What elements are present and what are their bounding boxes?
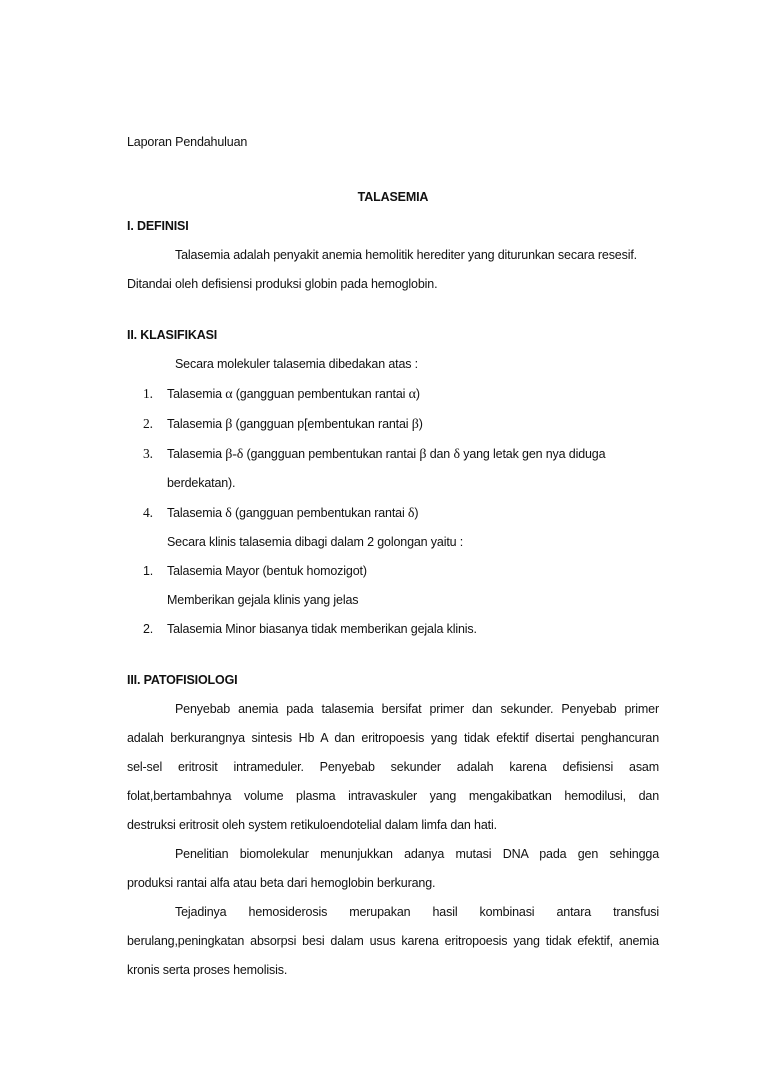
paragraph-line: folat,bertambahnya volume plasma intravaskuler yang mengakibatkan hemodilusi, dan <box>127 789 659 803</box>
list-item <box>127 439 659 469</box>
greek-symbol: α <box>225 387 233 402</box>
definisi-line-2: Ditandai oleh defisiensi produksi globin pada hemoglobin. <box>127 277 438 291</box>
list-item-text: Talasemia Mayor (bentuk homozigot) <box>167 564 367 578</box>
list-item <box>127 379 659 409</box>
spacer <box>127 157 659 183</box>
list-number: 2. <box>143 416 153 431</box>
list-item-text: Talasemia β-δ (gangguan pembentukan rantai β dan δ yang letak gen nya diduga <box>167 447 606 462</box>
greek-symbol: δ <box>453 447 460 462</box>
section-heading-patofisiologi: III. PATOFISIOLOGI <box>127 673 238 687</box>
list-item-text: Talasemia α (gangguan pembentukan rantai α) <box>167 387 420 402</box>
spacer <box>127 644 659 666</box>
list-item <box>127 498 659 528</box>
section-heading-klasifikasi: II. KLASIFIKASI <box>127 328 218 342</box>
list-item-continuation: berdekatan). <box>167 476 236 490</box>
paragraph-line: produksi rantai alfa atau beta dari hemoglobin berkurang. <box>127 876 436 890</box>
list-item <box>127 615 659 644</box>
list-number: 1. <box>143 386 153 401</box>
list-item-text: Talasemia β (gangguan p[embentukan rantai β) <box>167 417 423 432</box>
document-body <box>127 128 659 985</box>
list-item-text: Talasemia Minor biasanya tidak memberikan gejala klinis. <box>167 622 477 636</box>
paragraph-line: adalah berkurangnya sintesis Hb A dan eritropoesis yang tidak efektif disertai penghancuran <box>127 731 659 745</box>
klasifikasi-intro-klinis: Secara klinis talasemia dibagi dalam 2 golongan yaitu : <box>167 535 464 549</box>
greek-symbol: δ <box>407 506 415 521</box>
paragraph-line: sel-sel eritrosit intrameduler. Penyebab sekunder adalah karena defisiensi asam <box>127 760 659 774</box>
list-number: 4. <box>143 505 153 520</box>
paragraph-line: destruksi eritrosit oleh system retikuloendotelial dalam limfa dan hati. <box>127 818 497 832</box>
spacer <box>127 299 659 321</box>
greek-symbol: β <box>225 417 233 432</box>
greek-symbol: β-δ <box>225 447 244 462</box>
greek-symbol: β <box>411 417 419 432</box>
paragraph-line: Penyebab anemia pada talasemia bersifat primer dan sekunder. Penyebab primer <box>175 702 659 716</box>
list-item <box>127 409 659 439</box>
list-number: 2. <box>143 622 154 636</box>
paragraph-line: berulang,peningkatan absorpsi besi dalam usus karena eritropoesis yang tidak efektif, anemia <box>127 934 659 948</box>
list-item-text: Talasemia δ (gangguan pembentukan rantai δ) <box>167 506 419 521</box>
klasifikasi-intro-molekuler: Secara molekuler talasemia dibedakan atas : <box>175 357 418 371</box>
greek-symbol: β <box>419 447 427 462</box>
greek-symbol: δ <box>225 506 232 521</box>
report-label: Laporan Pendahuluan <box>127 135 248 149</box>
section-heading-definisi: I. DEFINISI <box>127 219 189 233</box>
list-item-subtext: Memberikan gejala klinis yang jelas <box>167 593 359 607</box>
list-number: 1. <box>143 564 154 578</box>
definisi-line-1: Talasemia adalah penyakit anemia hemolitik herediter yang diturunkan secara resesif. <box>175 248 637 262</box>
paragraph-line: kronis serta proses hemolisis. <box>127 963 288 977</box>
document-title: TALASEMIA <box>357 190 429 204</box>
paragraph-line: Tejadinya hemosiderosis merupakan hasil kombinasi antara transfusi <box>175 905 659 919</box>
list-number: 3. <box>143 446 153 461</box>
greek-symbol: α <box>408 387 416 402</box>
list-item <box>127 557 659 586</box>
paragraph-line: Penelitian biomolekular menunjukkan adanya mutasi DNA pada gen sehingga <box>175 847 659 861</box>
